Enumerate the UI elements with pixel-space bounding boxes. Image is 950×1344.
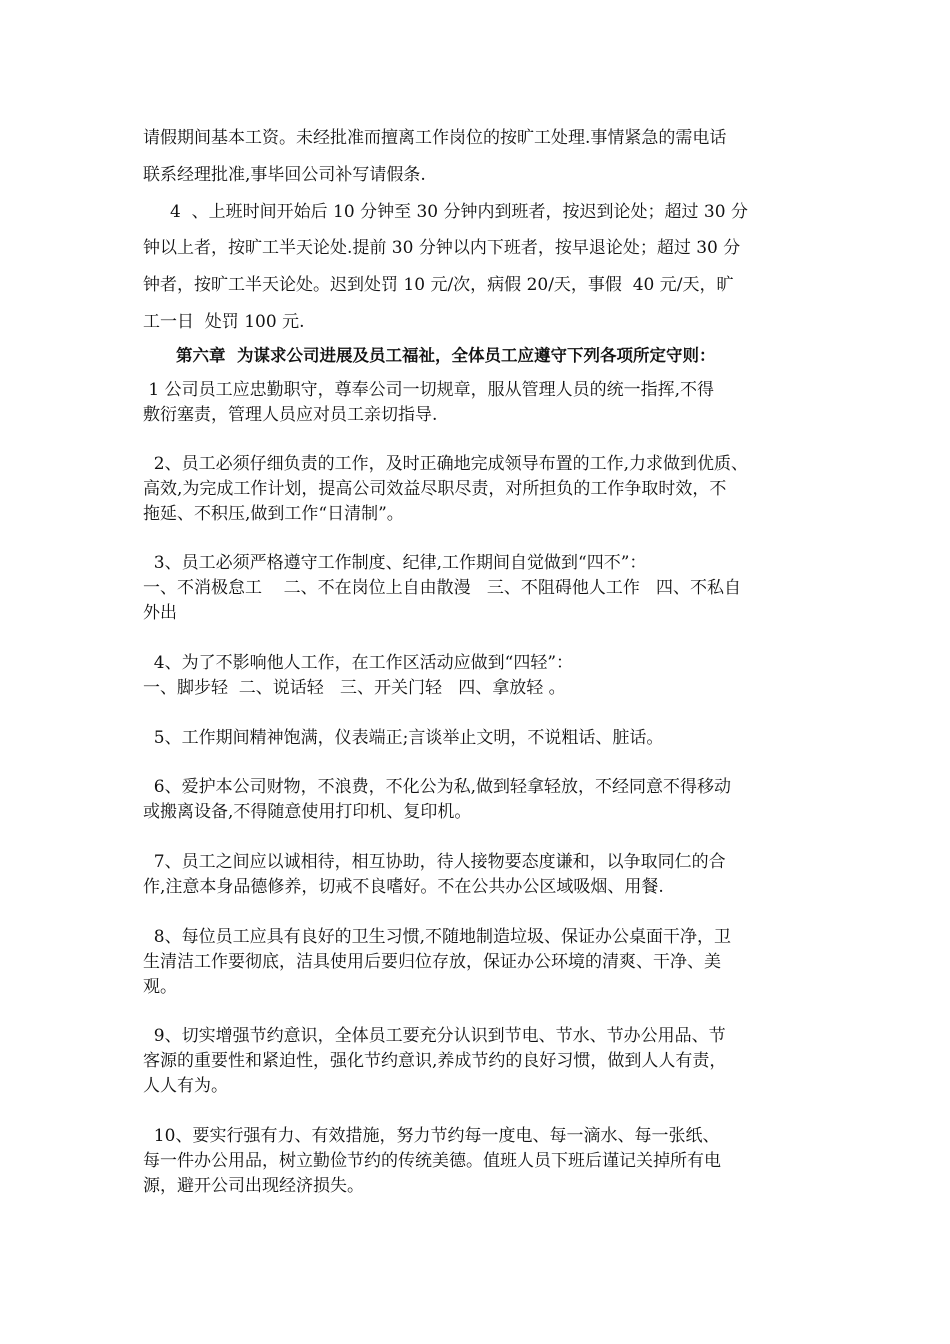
paragraph-line: 4 、上班时间开始后 10 分钟至 30 分钟内到班者，按迟到论处；超过 30 分: [143, 202, 748, 222]
rule-line: 2、员工必须仔细负责的工作，及时正确地完成领导布置的工作,力求做到优质、: [143, 454, 749, 474]
rule-line: 一、不消极怠工 二、不在岗位上自由散漫 三、不阻碍他人工作 四、不私自: [143, 578, 742, 598]
rule-line: 人人有为。: [143, 1076, 228, 1096]
rule-line: 7、员工之间应以诚相待，相互协助，待人接物要态度谦和，以争取同仁的合: [143, 852, 726, 872]
rule-line: 8、每位员工应具有良好的卫生习惯,不随地制造垃圾、保证办公桌面干净，卫: [143, 927, 732, 947]
paragraph-line: 工一日 处罚 100 元.: [143, 312, 305, 332]
rule-line: 敷衍塞责，管理人员应对员工亲切指导.: [143, 405, 438, 425]
rule-line: 客源的重要性和紧迫性，强化节约意识,养成节约的良好习惯，做到人人有责，: [143, 1051, 727, 1071]
paragraph-line: 钟者，按旷工半天论处。迟到处罚 10 元/次，病假 20/天，事假 40 元/天，旷: [143, 275, 734, 295]
rule-line: 3、员工必须严格遵守工作制度、纪律,工作期间自觉做到“四不”：: [143, 553, 647, 573]
rule-line: 源，避开公司出现经济损失。: [143, 1176, 364, 1196]
rule-line: 拖延、不积压,做到工作“日清制”。: [143, 504, 404, 524]
rule-line: 9、切实增强节约意识，全体员工要充分认识到节电、节水、节办公用品、节: [143, 1026, 726, 1046]
rule-line: 1 公司员工应忠勤职守，尊奉公司一切规章，服从管理人员的统一指挥,不得: [143, 380, 715, 400]
rule-line: 一、脚步轻 二、说话轻 三、开关门轻 四、拿放轻 。: [143, 678, 566, 698]
rule-line: 每一件办公用品，树立勤俭节约的传统美德。值班人员下班后谨记关掉所有电: [143, 1151, 721, 1171]
rule-line: 生清洁工作要彻底，洁具使用后要归位存放，保证办公环境的清爽、干净、美: [143, 952, 721, 972]
rule-line: 10、要实行强有力、有效措施，努力节约每一度电、每一滴水、每一张纸、: [143, 1126, 720, 1146]
rule-line: 观。: [143, 977, 177, 997]
rule-line: 高效,为完成工作计划，提高公司效益尽职尽责，对所担负的工作争取时效，不: [143, 479, 727, 499]
rule-line: 外出: [143, 603, 177, 623]
rule-line: 4、为了不影响他人工作，在工作区活动应做到“四轻”：: [143, 653, 574, 673]
chapter-heading: 第六章 为谋求公司进展及员工福祉，全体员工应遵守下列各项所定守则：: [176, 346, 716, 365]
paragraph-line: 联系经理批准,事毕回公司补写请假条.: [143, 165, 426, 185]
rule-line: 或搬离设备,不得随意使用打印机、复印机。: [143, 802, 472, 822]
rule-line: 6、爱护本公司财物，不浪费，不化公为私,做到轻拿轻放，不经同意不得移动: [143, 777, 732, 797]
paragraph-line: 钟以上者，按旷工半天论处.提前 30 分钟以内下班者，按早退论处；超过 30 分: [143, 238, 741, 258]
rule-line: 作,注意本身品德修养，切戒不良嗜好。不在公共办公区域吸烟、用餐.: [143, 877, 664, 897]
rule-line: 5、工作期间精神饱满，仪表端正;言谈举止文明，不说粗话、脏话。: [143, 728, 664, 748]
paragraph-line: 请假期间基本工资。未经批准而擅离工作岗位的按旷工处理.事情紧急的需电话: [143, 128, 727, 148]
